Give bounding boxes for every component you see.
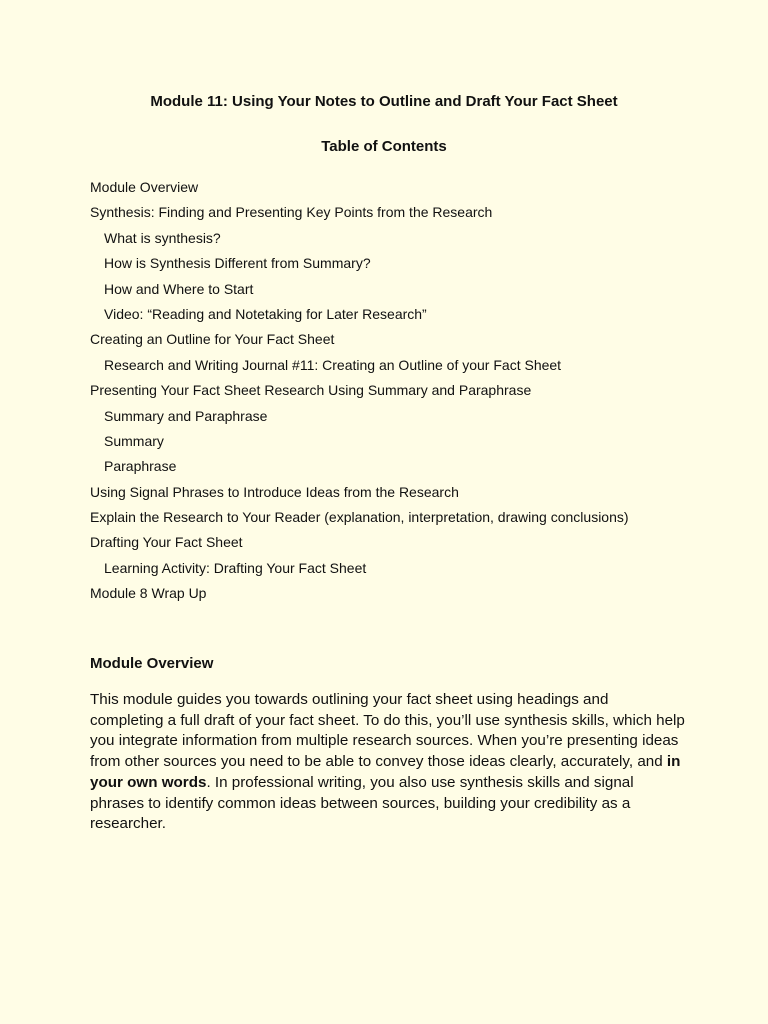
toc-entry[interactable]: How is Synthesis Different from Summary? (104, 255, 371, 272)
toc-entry[interactable]: How and Where to Start (104, 280, 254, 297)
toc-entry[interactable]: Paraphrase (104, 458, 177, 475)
toc-entry[interactable]: Summary (104, 432, 164, 449)
toc-entry[interactable]: Module Overview (90, 179, 199, 195)
toc-entry[interactable]: Synthesis: Finding and Presenting Key Points from the Research (90, 204, 493, 221)
overview-emphasis: in your own words (90, 753, 681, 791)
toc-entry[interactable]: Learning Activity: Drafting Your Fact Sheet (104, 559, 367, 576)
module-overview-heading: Module Overview (90, 655, 214, 672)
overview-text-start: This module guides you towards outlining your fact sheet using headings and completing a full draft of your fact sheet. To do this, you’ll use synthesis skills, which help you integrate information from multiple research sources. When you’re presenting ideas from other sources you need to be able to convey those ideas clearly, accurately, and (90, 691, 685, 771)
toc-entry[interactable]: Using Signal Phrases to Introduce Ideas from the Research (90, 483, 459, 500)
toc-entry[interactable]: Module 8 Wrap Up (90, 585, 207, 602)
module-overview-paragraph (90, 690, 685, 835)
toc-heading: Table of Contents (321, 138, 447, 155)
toc-entry[interactable]: Summary and Paraphrase (104, 407, 268, 424)
toc-entry[interactable]: Presenting Your Fact Sheet Research Using Summary and Paraphrase (90, 382, 532, 399)
table-of-contents (90, 177, 629, 609)
toc-entry[interactable]: Research and Writing Journal #11: Creating an Outline of your Fact Sheet (104, 356, 562, 373)
toc-entry[interactable]: Creating an Outline for Your Fact Sheet (90, 331, 335, 348)
document-title: Module 11: Using Your Notes to Outline and Draft Your Fact Sheet (150, 93, 618, 110)
overview-text-end: . In professional writing, you also use synthesis skills and signal phrases to identify common ideas between sources, building your credibility as a researcher. (90, 773, 634, 833)
toc-entry[interactable]: Explain the Research to Your Reader (explanation, interpretation, drawing conclusions) (90, 509, 629, 526)
toc-entry[interactable]: Drafting Your Fact Sheet (90, 534, 243, 551)
toc-entry[interactable]: What is synthesis? (104, 229, 221, 246)
toc-entry[interactable]: Video: “Reading and Notetaking for Later Research” (104, 305, 427, 322)
